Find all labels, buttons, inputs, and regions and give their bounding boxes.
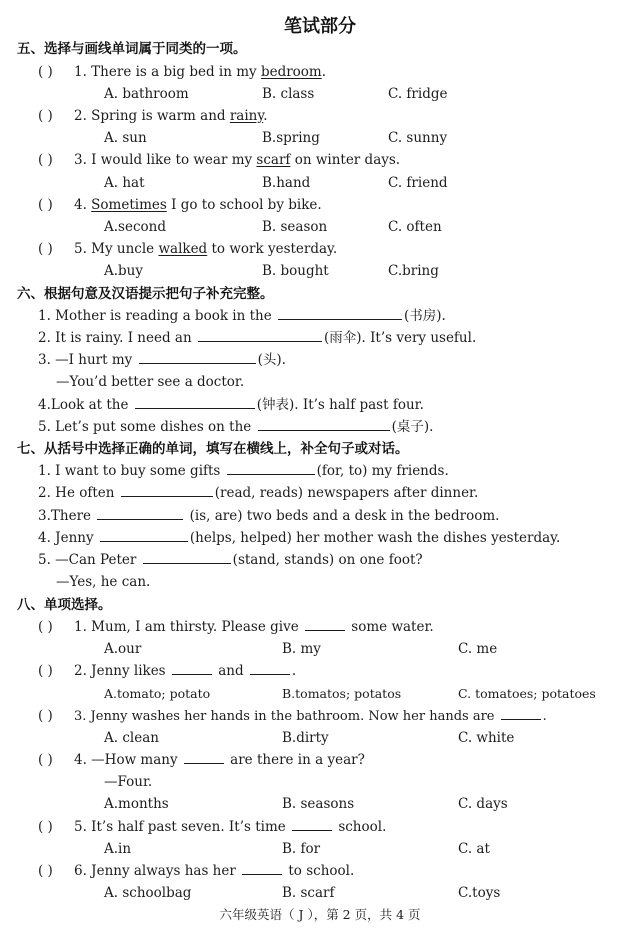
answer-blank[interactable] xyxy=(100,527,188,542)
option-a[interactable]: A.tomato; potato xyxy=(104,686,211,701)
s8-options-2 xyxy=(0,683,640,705)
answer-bracket[interactable]: ( ) xyxy=(38,197,53,213)
answer-blank[interactable] xyxy=(278,305,402,320)
page-footer: 六年级英语（ J ），第 2 页，共 4 页 xyxy=(219,907,421,922)
question-text: 5. My uncle walked to work yesterday. xyxy=(74,241,338,257)
option-c[interactable]: C. sunny xyxy=(388,130,448,146)
answer-bracket[interactable]: ( ) xyxy=(38,64,53,80)
option-c[interactable]: C. me xyxy=(458,641,498,657)
answer-bracket[interactable]: ( ) xyxy=(38,619,53,635)
s7-question-3: 3.There (is, are) two beds and a desk in the bedroom. xyxy=(0,505,640,527)
s5-question-3 xyxy=(0,149,640,171)
option-b[interactable]: B. for xyxy=(282,841,321,857)
answer-blank xyxy=(250,660,290,675)
option-a[interactable]: A. bathroom xyxy=(104,86,189,102)
s8-question-6: ( ) 6. Jenny always has her to school. xyxy=(0,860,640,882)
answer-blank xyxy=(172,660,212,675)
option-b[interactable]: B. my xyxy=(282,641,321,657)
answer-bracket[interactable]: ( ) xyxy=(38,152,53,168)
answer-blank[interactable] xyxy=(121,482,213,497)
option-c[interactable]: C. often xyxy=(388,219,442,235)
option-a[interactable]: A.second xyxy=(104,219,166,235)
s8-question-4-reply: —Four. xyxy=(104,774,153,790)
question-text: 4. Sometimes I go to school by bike. xyxy=(74,197,322,213)
option-c[interactable]: C. fridge xyxy=(388,86,448,102)
option-a[interactable]: A. schoolbag xyxy=(104,885,192,901)
option-c[interactable]: C. tomatoes; potatoes xyxy=(458,686,596,701)
option-a[interactable]: A.our xyxy=(104,641,142,657)
option-a[interactable]: A. sun xyxy=(104,130,147,146)
answer-blank[interactable] xyxy=(135,394,255,409)
answer-bracket[interactable]: ( ) xyxy=(38,241,53,257)
answer-blank[interactable] xyxy=(258,416,390,431)
s5-question-4 xyxy=(0,194,640,216)
answer-bracket[interactable]: ( ) xyxy=(38,752,53,768)
answer-bracket[interactable]: ( ) xyxy=(38,708,53,724)
section-6-heading: 六、根据句意及汉语提示把句子补充完整。 xyxy=(17,286,274,302)
s8-question-4: ( ) 4. —How many are there in a year? xyxy=(0,749,640,771)
s8-question-2: ( ) 2. Jenny likes and . xyxy=(0,660,640,682)
question-text: 3. I would like to wear my scarf on winter days. xyxy=(74,152,401,168)
answer-blank[interactable] xyxy=(198,327,322,342)
s5-options-1 xyxy=(0,83,640,105)
underlined-word: walked xyxy=(158,241,208,257)
underlined-word: scarf xyxy=(256,152,291,168)
s6-question-1: 1. Mother is reading a book in the (书房). xyxy=(0,305,640,327)
option-c[interactable]: C. friend xyxy=(388,175,448,191)
option-a[interactable]: A.in xyxy=(104,841,132,857)
s8-question-1: ( ) 1. Mum, I am thirsty. Please give some water. xyxy=(0,616,640,638)
s5-options-5 xyxy=(0,260,640,282)
s7-question-2: 2. He often (read, reads) newspapers after dinner. xyxy=(0,482,640,504)
answer-blank xyxy=(184,749,224,764)
option-a[interactable]: A. hat xyxy=(104,175,145,191)
answer-blank xyxy=(501,705,541,720)
option-a[interactable]: A. clean xyxy=(104,730,159,746)
option-b[interactable]: B. season xyxy=(262,219,328,235)
option-b[interactable]: B.spring xyxy=(262,130,320,146)
section-8-heading: 八、单项选择。 xyxy=(17,597,112,613)
answer-blank xyxy=(292,816,332,831)
answer-blank[interactable] xyxy=(227,460,315,475)
s6-question-3-reply: —You’d better see a doctor. xyxy=(56,374,245,390)
s8-options-4 xyxy=(0,793,640,815)
s5-question-1 xyxy=(0,61,640,83)
s7-question-4: 4. Jenny (helps, helped) her mother wash the dishes yesterday. xyxy=(0,527,640,549)
underlined-word: rainy xyxy=(229,108,264,124)
s7-question-5: 5. —Can Peter (stand, stands) on one foot? xyxy=(0,549,640,571)
answer-blank xyxy=(242,860,282,875)
option-a[interactable]: A.buy xyxy=(104,263,144,279)
option-b[interactable]: B.hand xyxy=(262,175,311,191)
s7-question-5-reply: —Yes, he can. xyxy=(56,574,151,590)
option-c[interactable]: C. white xyxy=(458,730,515,746)
s5-options-3 xyxy=(0,172,640,194)
page-title: 笔试部分 xyxy=(284,16,356,37)
s8-options-6 xyxy=(0,882,640,904)
s5-options-2 xyxy=(0,127,640,149)
s6-question-5: 5. Let’s put some dishes on the (桌子). xyxy=(0,416,640,438)
answer-bracket[interactable]: ( ) xyxy=(38,663,53,679)
s8-options-3 xyxy=(0,727,640,749)
underlined-word: bedroom xyxy=(260,64,322,80)
answer-blank[interactable] xyxy=(97,505,183,520)
answer-blank[interactable] xyxy=(139,349,256,364)
s5-question-2 xyxy=(0,105,640,127)
option-b[interactable]: B. seasons xyxy=(282,796,355,812)
s8-question-3: ( ) 3. Jenny washes her hands in the bathroom. Now her hands are . xyxy=(0,705,640,727)
s5-options-4 xyxy=(0,216,640,238)
option-c[interactable]: C.bring xyxy=(388,263,439,279)
underlined-word: Sometimes xyxy=(91,197,167,213)
section-7-heading: 七、从括号中选择正确的单词，填写在横线上，补全句子或对话。 xyxy=(17,441,409,457)
s6-question-3: 3. —I hurt my (头). xyxy=(0,349,640,371)
answer-blank[interactable] xyxy=(143,549,231,564)
s8-options-5 xyxy=(0,838,640,860)
section-5-heading: 五、选择与画线单词属于同类的一项。 xyxy=(17,41,247,57)
s7-question-1: 1. I want to buy some gifts (for, to) my friends. xyxy=(0,460,640,482)
s8-question-5: ( ) 5. It’s half past seven. It’s time school. xyxy=(0,816,640,838)
option-b[interactable]: B. scarf xyxy=(282,885,335,901)
option-c[interactable]: C. days xyxy=(458,796,508,812)
option-a[interactable]: A.months xyxy=(104,796,169,812)
question-text: 1. There is a big bed in my bedroom. xyxy=(74,64,327,80)
answer-blank xyxy=(305,616,345,631)
option-b[interactable]: B.dirty xyxy=(282,730,329,746)
answer-bracket[interactable]: ( ) xyxy=(38,108,53,124)
option-c[interactable]: C. at xyxy=(458,841,490,857)
s5-question-5 xyxy=(0,238,640,260)
option-b[interactable]: B.tomatos; potatos xyxy=(282,686,402,701)
option-b[interactable]: B. bought xyxy=(262,263,329,279)
s6-question-2: 2. It is rainy. I need an (雨伞). It’s very useful. xyxy=(0,327,640,349)
option-c[interactable]: C.toys xyxy=(458,885,501,901)
s8-options-1 xyxy=(0,638,640,660)
s6-question-4: 4.Look at the (钟表). It’s half past four. xyxy=(0,394,640,416)
option-b[interactable]: B. class xyxy=(262,86,315,102)
question-text: 2. Spring is warm and rainy. xyxy=(74,108,268,124)
answer-bracket[interactable]: ( ) xyxy=(38,863,53,879)
answer-bracket[interactable]: ( ) xyxy=(38,819,53,835)
